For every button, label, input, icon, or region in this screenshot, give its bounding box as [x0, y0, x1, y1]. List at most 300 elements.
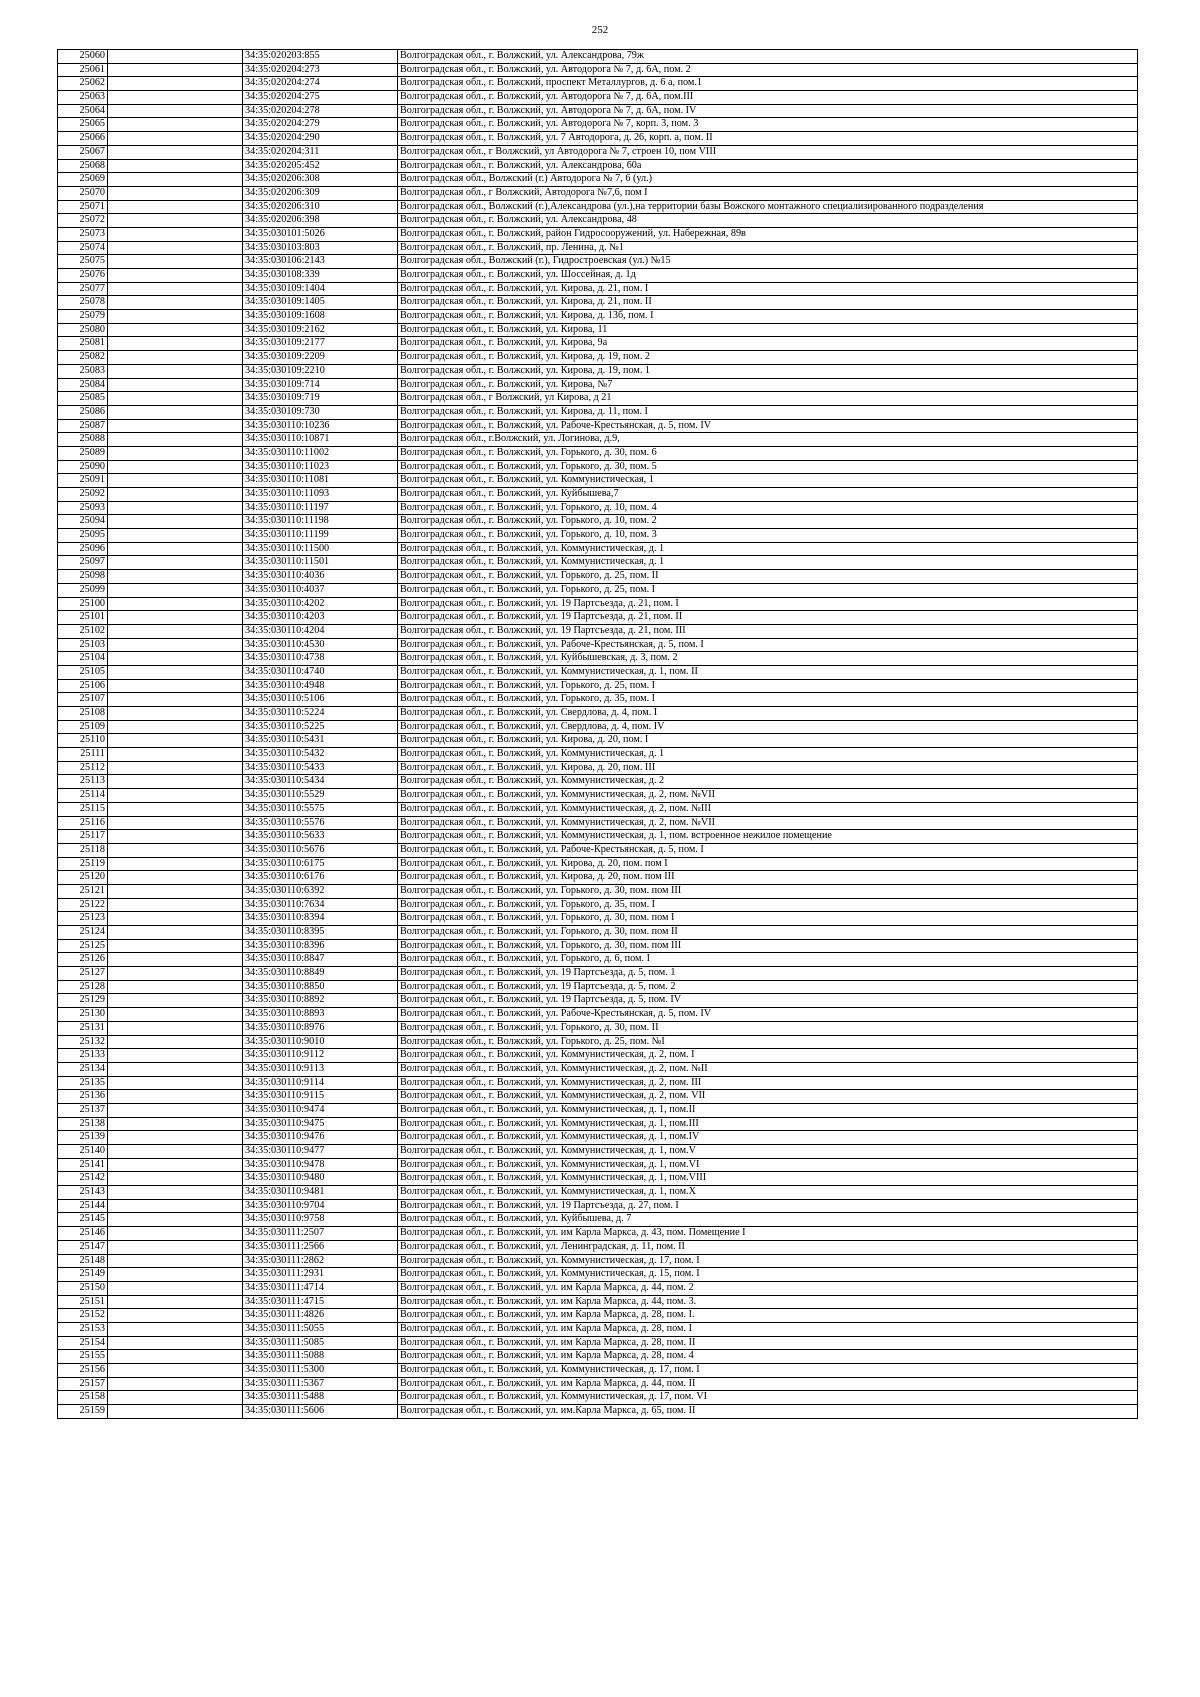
empty-cell [108, 1227, 243, 1241]
cadastral-number-cell: 34:35:030110:9476 [243, 1131, 398, 1145]
row-number-cell: 25071 [58, 200, 108, 214]
table-row [58, 173, 1138, 187]
empty-cell [108, 748, 243, 762]
empty-cell [108, 159, 243, 173]
empty-cell [108, 871, 243, 885]
row-number-cell: 25126 [58, 953, 108, 967]
empty-cell [108, 1213, 243, 1227]
address-cell: Волгоградская обл., г Волжский, Автодорога №7,6, пом I [398, 186, 1138, 200]
cadastral-number-cell: 34:35:030109:719 [243, 392, 398, 406]
empty-cell [108, 939, 243, 953]
address-cell: Волгоградская обл., г. Волжский, ул. Горького, д. 35, пом. I [398, 898, 1138, 912]
address-cell: Волгоградская обл., г. Волжский, ул. 19 Партсъезда, д. 5, пом. IV [398, 994, 1138, 1008]
address-cell: Волгоградская обл., г. Волжский, ул. Коммунистическая, д. 2 [398, 775, 1138, 789]
address-cell: Волгоградская обл., г. Волжский, ул. Коммунистическая, д. 17, пом. I [398, 1364, 1138, 1378]
address-cell: Волгоградская обл., Волжский (г.),Александрова (ул.),на территории базы Вожского монтажного специализированного подразделения [398, 200, 1138, 214]
empty-cell [108, 1172, 243, 1186]
row-number-cell: 25066 [58, 132, 108, 146]
table-row [58, 214, 1138, 228]
cadastral-number-cell: 34:35:030109:1608 [243, 310, 398, 324]
cadastral-number-cell: 34:35:030110:8395 [243, 926, 398, 940]
row-number-cell: 25153 [58, 1322, 108, 1336]
table-row [58, 1336, 1138, 1350]
address-cell: Волгоградская обл., г. Волжский, ул. Кирова, №7 [398, 378, 1138, 392]
address-cell: Волгоградская обл., г. Волжский, ул. Кирова, д. 11, пом. I [398, 405, 1138, 419]
row-number-cell: 25061 [58, 63, 108, 77]
row-number-cell: 25124 [58, 926, 108, 940]
address-cell: Волгоградская обл., г. Волжский, ул. Коммунистическая, д. 17, пом. I [398, 1254, 1138, 1268]
row-number-cell: 25155 [58, 1350, 108, 1364]
address-cell: Волгоградская обл., г. Волжский, ул. им Карла Маркса, д. 44, пом. 2 [398, 1281, 1138, 1295]
empty-cell [108, 1076, 243, 1090]
empty-cell [108, 378, 243, 392]
empty-cell [108, 364, 243, 378]
cadastral-number-cell: 34:35:030110:6392 [243, 884, 398, 898]
table-row [58, 679, 1138, 693]
address-cell: Волгоградская обл., г. Волжский, ул. Александрова, 79ж [398, 50, 1138, 64]
address-cell: Волгоградская обл., г. Волжский, проспект Металлургов, д. 6 а, пом.1 [398, 77, 1138, 91]
table-row [58, 583, 1138, 597]
row-number-cell: 25100 [58, 597, 108, 611]
row-number-cell: 25123 [58, 912, 108, 926]
empty-cell [108, 1322, 243, 1336]
table-row [58, 392, 1138, 406]
address-cell: Волгоградская обл., г. Волжский, ул. Рабоче-Крестьянская, д. 5, пом. IV [398, 1008, 1138, 1022]
table-row [58, 1199, 1138, 1213]
table-row [58, 789, 1138, 803]
cadastral-number-cell: 34:35:020206:398 [243, 214, 398, 228]
cadastral-number-cell: 34:35:030110:11081 [243, 474, 398, 488]
address-cell: Волгоградская обл., г. Волжский, ул. им Карла Маркса, д. 28, пом. II [398, 1336, 1138, 1350]
row-number-cell: 25068 [58, 159, 108, 173]
cadastral-number-cell: 34:35:020204:275 [243, 91, 398, 105]
empty-cell [108, 460, 243, 474]
cadastral-number-cell: 34:35:020204:273 [243, 63, 398, 77]
cadastral-number-cell: 34:35:030109:2162 [243, 323, 398, 337]
address-cell: Волгоградская обл., г. Волжский, ул. Коммунистическая, д. 1, пом.II [398, 1103, 1138, 1117]
row-number-cell: 25096 [58, 542, 108, 556]
row-number-cell: 25116 [58, 816, 108, 830]
row-number-cell: 25069 [58, 173, 108, 187]
cadastral-number-cell: 34:35:030110:9475 [243, 1117, 398, 1131]
empty-cell [108, 857, 243, 871]
cadastral-number-cell: 34:35:030110:9114 [243, 1076, 398, 1090]
empty-cell [108, 761, 243, 775]
table-row [58, 802, 1138, 816]
cadastral-number-cell: 34:35:030110:8893 [243, 1008, 398, 1022]
table-row [58, 1062, 1138, 1076]
cadastral-number-cell: 34:35:030109:714 [243, 378, 398, 392]
row-number-cell: 25148 [58, 1254, 108, 1268]
address-cell: Волгоградская обл., г. Волжский, ул. Коммунистическая, д. 2, пом. №VII [398, 816, 1138, 830]
empty-cell [108, 652, 243, 666]
row-number-cell: 25151 [58, 1295, 108, 1309]
table-row [58, 871, 1138, 885]
address-cell: Волгоградская обл., г. Волжский, пр. Ленина, д. №1 [398, 241, 1138, 255]
empty-cell [108, 419, 243, 433]
cadastral-number-cell: 34:35:030110:5106 [243, 693, 398, 707]
empty-cell [108, 1049, 243, 1063]
row-number-cell: 25142 [58, 1172, 108, 1186]
cadastral-number-cell: 34:35:030109:2177 [243, 337, 398, 351]
table-row [58, 1227, 1138, 1241]
table-row [58, 227, 1138, 241]
empty-cell [108, 953, 243, 967]
cadastral-number-cell: 34:35:030111:5606 [243, 1405, 398, 1419]
empty-cell [108, 720, 243, 734]
cadastral-number-cell: 34:35:030110:4202 [243, 597, 398, 611]
cadastral-number-cell: 34:35:030108:339 [243, 269, 398, 283]
empty-cell [108, 282, 243, 296]
table-row [58, 1405, 1138, 1419]
empty-cell [108, 707, 243, 721]
address-cell: Волгоградская обл., г. Волжский, ул. Куйбышевская, д. 3, пом. 2 [398, 652, 1138, 666]
address-cell: Волгоградская обл., г. Волжский, ул. Кирова, д. 20, пом. пом I [398, 857, 1138, 871]
empty-cell [108, 1145, 243, 1159]
cadastral-number-cell: 34:35:030106:2143 [243, 255, 398, 269]
table-row [58, 132, 1138, 146]
table-row [58, 707, 1138, 721]
empty-cell [108, 802, 243, 816]
empty-cell [108, 1035, 243, 1049]
empty-cell [108, 556, 243, 570]
empty-cell [108, 1062, 243, 1076]
row-number-cell: 25147 [58, 1240, 108, 1254]
empty-cell [108, 830, 243, 844]
cadastral-number-cell: 34:35:030110:6175 [243, 857, 398, 871]
row-number-cell: 25141 [58, 1158, 108, 1172]
row-number-cell: 25082 [58, 351, 108, 365]
empty-cell [108, 898, 243, 912]
empty-cell [108, 679, 243, 693]
row-number-cell: 25109 [58, 720, 108, 734]
address-cell: Волгоградская обл., г. Волжский, ул. Коммунистическая, д. 1, пом.VIII [398, 1172, 1138, 1186]
address-cell: Волгоградская обл., г. Волжский, ул. Коммунистическая, д. 2, пом. №VII [398, 789, 1138, 803]
row-number-cell: 25159 [58, 1405, 108, 1419]
address-cell: Волгоградская обл., г. Волжский, район Гидросооружений, ул. Набережная, 89в [398, 227, 1138, 241]
table-row [58, 460, 1138, 474]
row-number-cell: 25088 [58, 433, 108, 447]
address-cell: Волгоградская обл., г. Волжский, ул. Коммунистическая, д. 1 [398, 748, 1138, 762]
cadastral-number-cell: 34:35:030110:5633 [243, 830, 398, 844]
cadastral-number-cell: 34:35:030110:5431 [243, 734, 398, 748]
table-row [58, 337, 1138, 351]
empty-cell [108, 200, 243, 214]
cadastral-number-cell: 34:35:030110:9115 [243, 1090, 398, 1104]
empty-cell [108, 1295, 243, 1309]
empty-cell [108, 1281, 243, 1295]
empty-cell [108, 994, 243, 1008]
cadastral-number-cell: 34:35:030109:2209 [243, 351, 398, 365]
empty-cell [108, 611, 243, 625]
row-number-cell: 25136 [58, 1090, 108, 1104]
empty-cell [108, 269, 243, 283]
cadastral-number-cell: 34:35:030110:9112 [243, 1049, 398, 1063]
table-row [58, 255, 1138, 269]
cadastral-number-cell: 34:35:030109:2210 [243, 364, 398, 378]
row-number-cell: 25125 [58, 939, 108, 953]
table-row [58, 77, 1138, 91]
row-number-cell: 25072 [58, 214, 108, 228]
table-row [58, 1322, 1138, 1336]
empty-cell [108, 1186, 243, 1200]
table-row [58, 515, 1138, 529]
address-cell: Волгоградская обл., г. Волжский, ул. им Карла Маркса, д. 28, пом. 4 [398, 1350, 1138, 1364]
address-cell: Волгоградская обл., г. Волжский, ул. 19 Партсъезда, д. 21, пом. I [398, 597, 1138, 611]
cadastral-number-cell: 34:35:030110:8976 [243, 1021, 398, 1035]
row-number-cell: 25108 [58, 707, 108, 721]
table-row [58, 145, 1138, 159]
empty-cell [108, 515, 243, 529]
empty-cell [108, 392, 243, 406]
address-cell: Волгоградская обл., г. Волжский, ул. Кирова, д. 21, пом. II [398, 296, 1138, 310]
address-cell: Волгоградская обл., г. Волжский, ул. 19 Партсъезда, д. 5, пом. 1 [398, 967, 1138, 981]
address-cell: Волгоградская обл., г. Волжский, ул. Александрова, 48 [398, 214, 1138, 228]
table-row [58, 1117, 1138, 1131]
table-row [58, 734, 1138, 748]
table-row [58, 638, 1138, 652]
address-cell: Волгоградская обл., г. Волжский, ул. Горького, д. 30, пом. пом I [398, 912, 1138, 926]
cadastral-number-cell: 34:35:030110:4738 [243, 652, 398, 666]
address-cell: Волгоградская обл., г. Волжский, ул. Коммунистическая, д. 1, пом.IV [398, 1131, 1138, 1145]
address-cell: Волгоградская обл., г Волжский, ул Кирова, д 21 [398, 392, 1138, 406]
registry-table [57, 49, 1138, 1419]
empty-cell [108, 570, 243, 584]
row-number-cell: 25118 [58, 843, 108, 857]
row-number-cell: 25135 [58, 1076, 108, 1090]
row-number-cell: 25145 [58, 1213, 108, 1227]
address-cell: Волгоградская обл., г. Волжский, ул. Горького, д. 30, пом. пом II [398, 926, 1138, 940]
address-cell: Волгоградская обл., г. Волжский, ул. Кирова, д. 20, пом. I [398, 734, 1138, 748]
empty-cell [108, 775, 243, 789]
row-number-cell: 25129 [58, 994, 108, 1008]
cadastral-number-cell: 34:35:030110:5575 [243, 802, 398, 816]
row-number-cell: 25144 [58, 1199, 108, 1213]
table-row [58, 693, 1138, 707]
cadastral-number-cell: 34:35:030110:11500 [243, 542, 398, 556]
cadastral-number-cell: 34:35:030110:8849 [243, 967, 398, 981]
cadastral-number-cell: 34:35:030110:8892 [243, 994, 398, 1008]
row-number-cell: 25113 [58, 775, 108, 789]
row-number-cell: 25152 [58, 1309, 108, 1323]
table-row [58, 1295, 1138, 1309]
cadastral-number-cell: 34:35:030110:9010 [243, 1035, 398, 1049]
table-row [58, 1240, 1138, 1254]
cadastral-number-cell: 34:35:030110:9478 [243, 1158, 398, 1172]
row-number-cell: 25084 [58, 378, 108, 392]
cadastral-number-cell: 34:35:030101:5026 [243, 227, 398, 241]
empty-cell [108, 542, 243, 556]
table-row [58, 501, 1138, 515]
row-number-cell: 25134 [58, 1062, 108, 1076]
table-row [58, 378, 1138, 392]
cadastral-number-cell: 34:35:030110:5434 [243, 775, 398, 789]
cadastral-number-cell: 34:35:030110:11501 [243, 556, 398, 570]
address-cell: Волгоградская обл., Волжский (г.) Автодорога № 7, 6 (ул.) [398, 173, 1138, 187]
table-row [58, 269, 1138, 283]
cadastral-number-cell: 34:35:030110:11093 [243, 488, 398, 502]
table-row [58, 296, 1138, 310]
cadastral-number-cell: 34:35:030109:1404 [243, 282, 398, 296]
address-cell: Волгоградская обл., г. Волжский, ул. Горького, д. 30, пом. пом III [398, 939, 1138, 953]
row-number-cell: 25107 [58, 693, 108, 707]
cadastral-number-cell: 34:35:030110:4203 [243, 611, 398, 625]
address-cell: Волгоградская обл., г. Волжский, ул. Коммунистическая, д. 1, пом. встроенное нежилое помещение [398, 830, 1138, 844]
empty-cell [108, 1021, 243, 1035]
empty-cell [108, 63, 243, 77]
cadastral-number-cell: 34:35:030110:4204 [243, 624, 398, 638]
table-row [58, 1213, 1138, 1227]
cadastral-number-cell: 34:35:030109:1405 [243, 296, 398, 310]
cadastral-number-cell: 34:35:030110:5225 [243, 720, 398, 734]
table-row [58, 542, 1138, 556]
cadastral-number-cell: 34:35:030110:11023 [243, 460, 398, 474]
table-row [58, 1090, 1138, 1104]
empty-cell [108, 1131, 243, 1145]
table-row [58, 1268, 1138, 1282]
row-number-cell: 25092 [58, 488, 108, 502]
table-row [58, 488, 1138, 502]
cadastral-number-cell: 34:35:030110:4036 [243, 570, 398, 584]
empty-cell [108, 91, 243, 105]
row-number-cell: 25094 [58, 515, 108, 529]
empty-cell [108, 50, 243, 64]
table-row [58, 1035, 1138, 1049]
cadastral-number-cell: 34:35:030111:4715 [243, 1295, 398, 1309]
address-cell: Волгоградская обл., г. Волжский, ул. 19 Партсъезда, д. 21, пом. III [398, 624, 1138, 638]
cadastral-number-cell: 34:35:030110:4037 [243, 583, 398, 597]
empty-cell [108, 227, 243, 241]
row-number-cell: 25077 [58, 282, 108, 296]
row-number-cell: 25128 [58, 980, 108, 994]
empty-cell [108, 351, 243, 365]
empty-cell [108, 624, 243, 638]
cadastral-number-cell: 34:35:030110:5676 [243, 843, 398, 857]
row-number-cell: 25060 [58, 50, 108, 64]
address-cell: Волгоградская обл., г. Волжский, ул. Кирова, д. 19, пом. 1 [398, 364, 1138, 378]
empty-cell [108, 488, 243, 502]
table-row [58, 310, 1138, 324]
empty-cell [108, 665, 243, 679]
table-row [58, 1364, 1138, 1378]
row-number-cell: 25080 [58, 323, 108, 337]
table-row [58, 1008, 1138, 1022]
row-number-cell: 25099 [58, 583, 108, 597]
empty-cell [108, 1391, 243, 1405]
cadastral-number-cell: 34:35:030111:5300 [243, 1364, 398, 1378]
table-row [58, 159, 1138, 173]
address-cell: Волгоградская обл., г. Волжский, ул. Коммунистическая, д. 1, пом.X [398, 1186, 1138, 1200]
empty-cell [108, 241, 243, 255]
empty-cell [108, 474, 243, 488]
address-cell: Волгоградская обл., г. Волжский, ул. Кирова, д. 21, пом. I [398, 282, 1138, 296]
address-cell: Волгоградская обл., г. Волжский, ул. Кирова, д. 20, пом. пом III [398, 871, 1138, 885]
address-cell: Волгоградская обл., г. Волжский, ул. Александрова, 60а [398, 159, 1138, 173]
empty-cell [108, 1008, 243, 1022]
row-number-cell: 25105 [58, 665, 108, 679]
cadastral-number-cell: 34:35:030110:5432 [243, 748, 398, 762]
cadastral-number-cell: 34:35:030110:5433 [243, 761, 398, 775]
cadastral-number-cell: 34:35:030111:5085 [243, 1336, 398, 1350]
address-cell: Волгоградская обл., г. Волжский, ул. Горького, д. 10, пом. 2 [398, 515, 1138, 529]
table-row [58, 720, 1138, 734]
cadastral-number-cell: 34:35:030111:2507 [243, 1227, 398, 1241]
row-number-cell: 25156 [58, 1364, 108, 1378]
page-number: 252 [591, 24, 609, 36]
address-cell: Волгоградская обл., г. Волжский, ул. им Карла Маркса, д. 28, пом. I. [398, 1309, 1138, 1323]
cadastral-number-cell: 34:35:030110:9704 [243, 1199, 398, 1213]
table-row [58, 980, 1138, 994]
table-row [58, 474, 1138, 488]
address-cell: Волгоградская обл., г. Волжский, ул. 19 Партсъезда, д. 5, пом. 2 [398, 980, 1138, 994]
empty-cell [108, 980, 243, 994]
address-cell: Волгоградская обл., г. Волжский, ул. Рабоче-Крестьянская, д. 5, пом. I [398, 638, 1138, 652]
table-row [58, 282, 1138, 296]
row-number-cell: 25140 [58, 1145, 108, 1159]
table-row [58, 1103, 1138, 1117]
table-row [58, 898, 1138, 912]
row-number-cell: 25127 [58, 967, 108, 981]
empty-cell [108, 789, 243, 803]
empty-cell [108, 1254, 243, 1268]
empty-cell [108, 1309, 243, 1323]
table-row [58, 926, 1138, 940]
row-number-cell: 25143 [58, 1186, 108, 1200]
cadastral-number-cell: 34:35:030110:9481 [243, 1186, 398, 1200]
address-cell: Волгоградская обл., г. Волжский, ул. Коммунистическая, д. 1 [398, 542, 1138, 556]
row-number-cell: 25083 [58, 364, 108, 378]
address-cell: Волгоградская обл., г. Волжский, ул. Автодорога № 7, д. 6А, пом. 2 [398, 63, 1138, 77]
address-cell: Волгоградская обл., г. Волжский, ул. Коммунистическая, 1 [398, 474, 1138, 488]
address-cell: Волгоградская обл., г. Волжский, ул. Коммунистическая, д. 17, пом. VI [398, 1391, 1138, 1405]
row-number-cell: 25075 [58, 255, 108, 269]
address-cell: Волгоградская обл., г Волжский, ул Автодорога № 7, строен 10, пом VIII [398, 145, 1138, 159]
address-cell: Волгоградская обл., г. Волжский, ул. Горького, д. 30, пом. пом III [398, 884, 1138, 898]
row-number-cell: 25154 [58, 1336, 108, 1350]
cadastral-number-cell: 34:35:030110:5224 [243, 707, 398, 721]
row-number-cell: 25119 [58, 857, 108, 871]
row-number-cell: 25098 [58, 570, 108, 584]
row-number-cell: 25064 [58, 104, 108, 118]
cadastral-number-cell: 34:35:030110:5529 [243, 789, 398, 803]
empty-cell [108, 926, 243, 940]
cadastral-number-cell: 34:35:030111:4826 [243, 1309, 398, 1323]
row-number-cell: 25103 [58, 638, 108, 652]
address-cell: Волгоградская обл., г. Волжский, ул. им.Карла Маркса, д. 65, пом. II [398, 1405, 1138, 1419]
cadastral-number-cell: 34:35:030111:4714 [243, 1281, 398, 1295]
row-number-cell: 25065 [58, 118, 108, 132]
table-row [58, 611, 1138, 625]
address-cell: Волгоградская обл., г. Волжский, ул. Коммунистическая, д. 1, пом. II [398, 665, 1138, 679]
cadastral-number-cell: 34:35:030110:11197 [243, 501, 398, 515]
table-row [58, 761, 1138, 775]
row-number-cell: 25139 [58, 1131, 108, 1145]
row-number-cell: 25131 [58, 1021, 108, 1035]
registry-body [58, 50, 1138, 1419]
table-row [58, 1281, 1138, 1295]
cadastral-number-cell: 34:35:030111:2566 [243, 1240, 398, 1254]
cadastral-number-cell: 34:35:020206:310 [243, 200, 398, 214]
row-number-cell: 25089 [58, 446, 108, 460]
cadastral-number-cell: 34:35:020205:452 [243, 159, 398, 173]
empty-cell [108, 1158, 243, 1172]
empty-cell [108, 638, 243, 652]
table-row [58, 1049, 1138, 1063]
row-number-cell: 25150 [58, 1281, 108, 1295]
table-row [58, 1377, 1138, 1391]
cadastral-number-cell: 34:35:030110:8847 [243, 953, 398, 967]
address-cell: Волгоградская обл., г. Волжский, ул. 19 Партсъезда, д. 27, пом. I [398, 1199, 1138, 1213]
